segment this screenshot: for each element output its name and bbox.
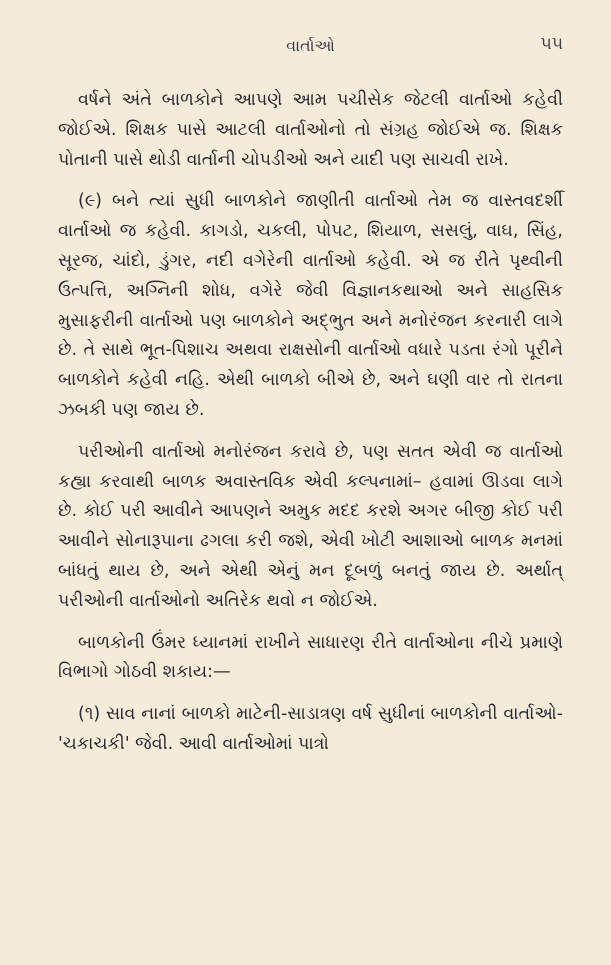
page-number: ૫૫: [540, 34, 563, 54]
paragraph: વર્ષને અંતે બાળકોને આપણે આમ પચીસેક જેટલી વાર્તાઓ કહેવી જોઈએ. શિક્ષક પાસે આટલી વાર્તાઓનો તો સંગ્રહ જોઈએ જ. શિક્ષક પોતાની પાસે થોડી વાર્તાની ચોપડીઓ અને યાદી પણ સાચવી રાખે.: [58, 90, 563, 170]
page-header: [58, 30, 563, 66]
paragraph: (૯) બને ત્યાં સુધી બાળકોને જાણીતી વાર્તાઓ તેમ જ વાસ્તવદર્શી વાર્તાઓ જ કહેવી. કાગડો, ચકલી, પોપટ, શિયાળ, સસલું, વાઘ, સિંહ, સૂરજ, ચાંદો, ડુંગર, નદી વગેરેની વાર્તાઓ કહેવી. એ જ રીતે પૃથ્વીની ઉત્પત્તિ, અગ્નિની શોધ, વગેરે જેવી વિજ્ઞાનકથાઓ અને સાહસિક મુસાફરીની વાર્તાઓ પણ બાળકોને અદ્ભુત અને મનોરંજન કરનારી લાગે છે. તે સાથે ભૂત-પિશાચ અથવા રાક્ષસોની વાર્તાઓ વધારે પડતા રંગો પૂરીને બાળકોને કહેવી નહિ. એથી બાળકો બીએ છે, અને ઘણી વાર તો રાતના ઝબકી પણ જાય છે.: [58, 191, 563, 420]
body-text: [58, 86, 563, 760]
running-title: વાર્તાઓ: [286, 36, 335, 55]
paragraph: પરીઓની વાર્તાઓ મનોરંજન કરાવે છે, પણ સતત એવી જ વાર્તાઓ કહ્યા કરવાથી બાળક અવાસ્તવિક એવી કલ્પનામાં– હવામાં ઊડવા લાગે છે. કોઈ પરી આવીને આપણને અમુક મદદ કરશે અગર બીજી કોઈ પરી આવીને સોનારૂપાના ઢગલા કરી જશે, એવી ખોટી આશાઓ બાળક મનમાં બાંધતું થાય છે, અને એથી એનું મન દૂબળું બનતું જાય છે. અર્થાત્ પરીઓની વાર્તાઓનો અતિરેક થવો ન જોઈએ.: [58, 441, 563, 611]
paragraph: બાળકોની ઉંમર ધ્યાનમાં રાખીને સાધારણ રીતે વાર્તાઓના નીચે પ્રમાણે વિભાગો ગોઠવી શકાય:—: [58, 632, 563, 683]
paragraph: (૧) સાવ નાનાં બાળકો માટેની-સાડાત્રણ વર્ષ સુધીનાં બાળકોની વાર્તાઓ-'ચકાચકી' જેવી. આવી વાર્તાઓમાં પાત્રો: [58, 704, 563, 754]
